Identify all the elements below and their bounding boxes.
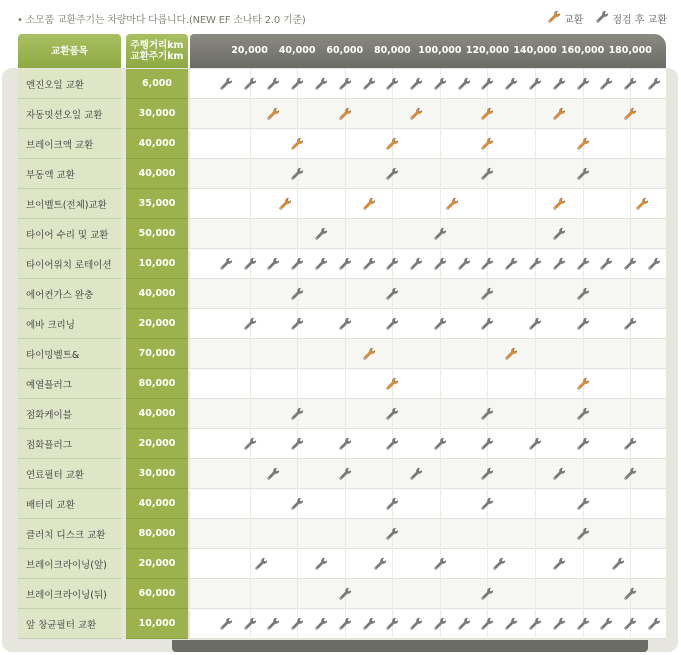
wrench-gray-icon <box>243 257 257 271</box>
wrench-gray-icon <box>647 257 661 271</box>
schedule-cells <box>190 129 666 159</box>
wrench-gray-icon <box>243 77 257 91</box>
wrench-gray-icon <box>338 587 352 601</box>
wrench-gray-icon <box>338 317 352 331</box>
schedule-table <box>18 68 666 650</box>
wrench-gray-icon <box>409 257 423 271</box>
wrench-gray-icon <box>290 287 304 301</box>
wrench-gray-icon <box>576 617 590 631</box>
wrench-gray-icon <box>385 257 399 271</box>
wrench-gray-icon <box>243 617 257 631</box>
wrench-gray-icon <box>480 287 494 301</box>
wrench-gray-icon <box>576 167 590 181</box>
wrench-gray-icon <box>385 167 399 181</box>
wrench-gray-icon <box>480 77 494 91</box>
wrench-gray-icon <box>480 407 494 421</box>
table-row <box>18 549 666 579</box>
wrench-gray-icon <box>480 317 494 331</box>
wrench-gray-icon <box>290 167 304 181</box>
schedule-cells <box>190 249 666 279</box>
wrench-gray-icon <box>576 437 590 451</box>
wrench-gray-icon <box>528 437 542 451</box>
wrench-gray-icon <box>409 617 423 631</box>
wrench-gray-icon <box>290 317 304 331</box>
legend-replace-label: 교환 <box>564 15 584 26</box>
wrench-gray-icon <box>433 617 447 631</box>
wrench-gray-icon <box>647 617 661 631</box>
schedule-cells <box>190 279 666 309</box>
table-row <box>18 249 666 279</box>
interval-value: 20,000 <box>126 429 188 459</box>
wrench-gray-icon <box>457 77 471 91</box>
table-row <box>18 309 666 339</box>
wrench-gray-icon <box>492 557 506 571</box>
wrench-gray-icon <box>480 617 494 631</box>
wrench-gray-icon <box>290 437 304 451</box>
wrench-gray-icon <box>623 317 637 331</box>
wrench-gray-icon <box>385 287 399 301</box>
table-row <box>18 219 666 249</box>
wrench-gray-icon <box>576 257 590 271</box>
interval-value: 40,000 <box>126 129 188 159</box>
interval-value: 80,000 <box>126 369 188 399</box>
wrench-gray-icon <box>457 617 471 631</box>
item-label: 브레이크라이닝(뒤) <box>18 579 121 609</box>
km-label: 140,000 <box>513 45 557 56</box>
wrench-gray-icon <box>338 437 352 451</box>
legend-inspect-label: 점검 후 교환 <box>612 15 667 26</box>
schedule-cells <box>190 549 666 579</box>
wrench-gray-icon <box>647 77 661 91</box>
item-label: 타이밍벨트& <box>18 339 121 369</box>
wrench-gray-icon <box>266 257 280 271</box>
wrench-gray-icon <box>576 527 590 541</box>
wrench-gray-icon <box>480 257 494 271</box>
wrench-gray-icon <box>373 557 387 571</box>
legend-inspect <box>595 10 667 27</box>
wrench-gray-icon <box>219 77 233 91</box>
schedule-cells <box>190 579 666 609</box>
schedule-cells <box>190 489 666 519</box>
wrench-gray-icon <box>290 497 304 511</box>
interval-value: 35,000 <box>126 189 188 219</box>
table-row <box>18 429 666 459</box>
wrench-orange-icon <box>480 107 494 121</box>
table-footer-bar <box>172 640 648 652</box>
table-row <box>18 579 666 609</box>
interval-value: 80,000 <box>126 519 188 549</box>
table-row <box>18 609 666 639</box>
wrench-gray-icon <box>457 257 471 271</box>
item-label: 점화케이블 <box>18 399 121 429</box>
interval-value: 70,000 <box>126 339 188 369</box>
item-label: 클러치 디스크 교환 <box>18 519 121 549</box>
wrench-gray-icon <box>504 77 518 91</box>
km-label: 60,000 <box>326 45 364 56</box>
wrench-gray-icon <box>409 77 423 91</box>
wrench-orange-icon <box>385 377 399 391</box>
wrench-gray-icon <box>599 257 613 271</box>
wrench-gray-icon <box>623 587 637 601</box>
table-row <box>18 339 666 369</box>
wrench-gray-icon <box>504 257 518 271</box>
interval-value: 20,000 <box>126 549 188 579</box>
wrench-gray-icon <box>385 617 399 631</box>
interval-value: 20,000 <box>126 309 188 339</box>
interval-value: 10,000 <box>126 609 188 639</box>
item-label: 브레이크액 교환 <box>18 129 121 159</box>
item-label: 앞 창균필터 교환 <box>18 609 121 639</box>
wrench-gray-icon <box>552 227 566 241</box>
interval-value: 6,000 <box>126 69 188 99</box>
item-label: 엔진오일 교환 <box>18 69 121 99</box>
wrench-gray-icon <box>314 77 328 91</box>
wrench-orange-icon <box>480 137 494 151</box>
wrench-gray-icon <box>338 467 352 481</box>
wrench-gray-icon <box>385 77 399 91</box>
interval-value: 40,000 <box>126 279 188 309</box>
wrench-gray-icon <box>266 617 280 631</box>
wrench-gray-icon <box>290 407 304 421</box>
wrench-gray-icon <box>338 617 352 631</box>
wrench-gray-icon <box>290 257 304 271</box>
wrench-orange-icon <box>385 137 399 151</box>
table-row <box>18 189 666 219</box>
wrench-orange-icon <box>338 107 352 121</box>
interval-value: 60,000 <box>126 579 188 609</box>
legend <box>547 10 667 27</box>
wrench-gray-icon <box>623 437 637 451</box>
wrench-gray-icon <box>433 77 447 91</box>
wrench-orange-icon <box>635 197 649 211</box>
wrench-gray-icon <box>362 77 376 91</box>
wrench-gray-icon <box>528 257 542 271</box>
km-label: 120,000 <box>465 45 510 56</box>
wrench-gray-icon <box>433 317 447 331</box>
wrench-orange-icon <box>409 107 423 121</box>
wrench-gray-icon <box>576 77 590 91</box>
interval-value: 40,000 <box>126 159 188 189</box>
wrench-gray-icon <box>290 77 304 91</box>
wrench-gray-icon <box>385 407 399 421</box>
wrench-gray-icon <box>480 497 494 511</box>
table-row <box>18 279 666 309</box>
schedule-cells <box>190 309 666 339</box>
wrench-gray-icon <box>433 227 447 241</box>
wrench-gray-icon <box>599 77 613 91</box>
table-row <box>18 369 666 399</box>
wrench-gray-icon <box>219 617 233 631</box>
schedule-cells <box>190 159 666 189</box>
wrench-gray-icon <box>314 557 328 571</box>
wrench-gray-icon <box>480 587 494 601</box>
table-row <box>18 399 666 429</box>
wrench-gray-icon <box>552 77 566 91</box>
item-label: 배터리 교환 <box>18 489 121 519</box>
wrench-gray-icon <box>623 467 637 481</box>
header-distance-line2: 교환주기km <box>130 51 184 62</box>
item-label: 부동액 교환 <box>18 159 121 189</box>
km-label: 160,000 <box>560 45 605 56</box>
interval-value: 30,000 <box>126 459 188 489</box>
schedule-cells <box>190 219 666 249</box>
wrench-gray-icon <box>314 227 328 241</box>
interval-value: 40,000 <box>126 399 188 429</box>
item-label: 자동밋션오일 교환 <box>18 99 121 129</box>
wrench-orange-icon <box>278 197 292 211</box>
wrench-gray-icon <box>314 257 328 271</box>
wrench-gray-icon <box>243 317 257 331</box>
item-label: 타이어 수리 및 교환 <box>18 219 121 249</box>
schedule-cells <box>190 339 666 369</box>
wrench-gray-icon <box>433 437 447 451</box>
wrench-orange-icon <box>266 107 280 121</box>
km-label: 180,000 <box>608 45 652 56</box>
interval-value: 50,000 <box>126 219 188 249</box>
wrench-orange-icon <box>290 137 304 151</box>
wrench-gray-icon <box>552 557 566 571</box>
wrench-orange-icon <box>576 137 590 151</box>
table-row <box>18 129 666 159</box>
wrench-gray-icon <box>480 167 494 181</box>
item-label: 브이벨트(전체)교환 <box>18 189 121 219</box>
schedule-cells <box>190 609 666 639</box>
wrench-gray-icon <box>576 317 590 331</box>
wrench-gray-icon <box>385 437 399 451</box>
wrench-orange-icon <box>552 197 566 211</box>
wrench-gray-icon <box>623 257 637 271</box>
wrench-orange-icon <box>504 347 518 361</box>
km-label: 100,000 <box>418 45 462 56</box>
wrench-gray-icon <box>576 497 590 511</box>
wrench-orange-icon <box>547 10 561 27</box>
legend-replace <box>547 10 583 27</box>
wrench-gray-icon <box>385 317 399 331</box>
wrench-gray-icon <box>433 257 447 271</box>
wrench-gray-icon <box>576 407 590 421</box>
header-distance-line1: 주행거리km <box>130 40 184 51</box>
table-row <box>18 459 666 489</box>
wrench-orange-icon <box>552 107 566 121</box>
wrench-orange-icon <box>362 347 376 361</box>
wrench-gray-icon <box>611 557 625 571</box>
wrench-gray-icon <box>409 467 423 481</box>
table-row <box>18 489 666 519</box>
wrench-gray-icon <box>623 617 637 631</box>
schedule-cells <box>190 459 666 489</box>
wrench-gray-icon <box>552 467 566 481</box>
wrench-gray-icon <box>528 77 542 91</box>
wrench-gray-icon <box>623 77 637 91</box>
km-label: 40,000 <box>278 45 316 56</box>
schedule-cells <box>190 429 666 459</box>
wrench-gray-icon <box>266 77 280 91</box>
wrench-gray-icon <box>314 617 328 631</box>
interval-value: 10,000 <box>126 249 188 279</box>
item-label: 에바 크리닝 <box>18 309 121 339</box>
schedule-cells <box>190 99 666 129</box>
wrench-gray-icon <box>433 557 447 571</box>
item-label: 타이어위치 로테이션 <box>18 249 121 279</box>
km-label: 20,000 <box>231 45 268 56</box>
table-row <box>18 69 666 99</box>
wrench-gray-icon <box>254 557 268 571</box>
table-row <box>18 99 666 129</box>
wrench-gray-icon <box>599 617 613 631</box>
wrench-gray-icon <box>504 617 518 631</box>
table-row <box>18 519 666 549</box>
wrench-gray-icon <box>362 617 376 631</box>
wrench-gray-icon <box>362 257 376 271</box>
item-label: 연료필터 교환 <box>18 459 121 489</box>
wrench-gray-icon <box>480 467 494 481</box>
interval-value: 30,000 <box>126 99 188 129</box>
wrench-gray-icon <box>290 617 304 631</box>
wrench-orange-icon <box>576 377 590 391</box>
schedule-cells <box>190 189 666 219</box>
wrench-orange-icon <box>623 107 637 121</box>
schedule-note: • 소모품 교환주기는 차량마다 다릅니다.(NEW EF 소나타 2.0 기준) <box>17 15 306 26</box>
wrench-gray-icon <box>528 317 542 331</box>
schedule-cells <box>190 369 666 399</box>
wrench-gray-icon <box>385 497 399 511</box>
wrench-gray-icon <box>385 527 399 541</box>
wrench-orange-icon <box>445 197 459 211</box>
wrench-gray-icon <box>552 617 566 631</box>
schedule-cells <box>190 399 666 429</box>
wrench-gray-icon <box>243 437 257 451</box>
km-label: 80,000 <box>373 45 411 56</box>
schedule-cells <box>190 69 666 99</box>
item-label: 브레이크라이닝(앞) <box>18 549 121 579</box>
wrench-gray-icon <box>338 257 352 271</box>
interval-value: 40,000 <box>126 489 188 519</box>
wrench-gray-icon <box>528 617 542 631</box>
wrench-orange-icon <box>362 197 376 211</box>
schedule-cells <box>190 519 666 549</box>
wrench-gray-icon <box>576 287 590 301</box>
wrench-gray-icon <box>480 437 494 451</box>
item-label: 점화플러그 <box>18 429 121 459</box>
table-header <box>18 34 666 68</box>
header-item: 교환품목 <box>18 34 121 68</box>
header-distance <box>126 34 188 68</box>
table-row <box>18 159 666 189</box>
wrench-gray-icon <box>338 77 352 91</box>
item-label: 에어컨가스 완충 <box>18 279 121 309</box>
wrench-gray-icon <box>219 257 233 271</box>
wrench-gray-icon <box>266 467 280 481</box>
km-scale <box>190 34 666 68</box>
wrench-gray-icon <box>552 257 566 271</box>
wrench-gray-icon <box>595 10 609 27</box>
item-label: 예열플러그 <box>18 369 121 399</box>
